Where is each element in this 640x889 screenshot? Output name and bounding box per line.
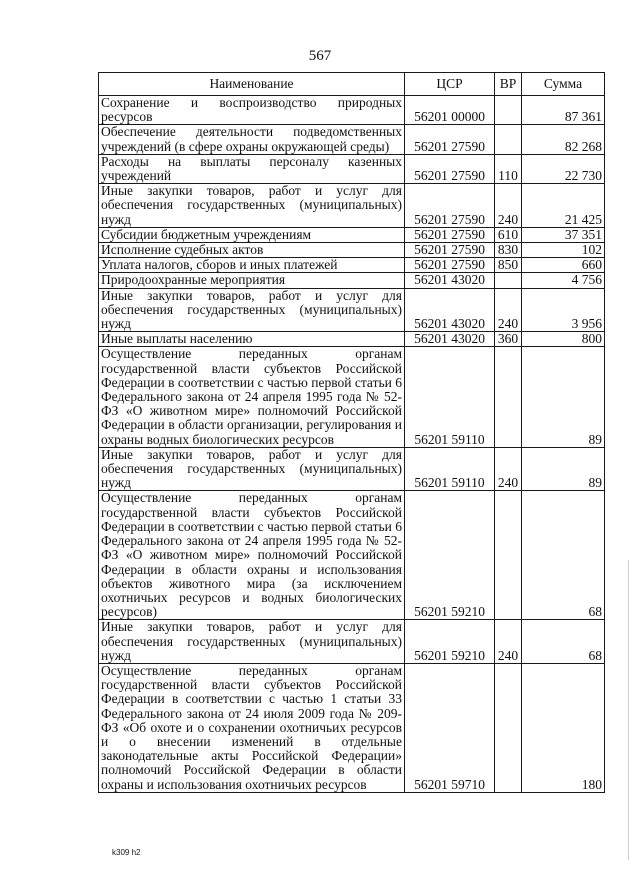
table-row xyxy=(99,447,605,491)
row-vr: 110 xyxy=(495,154,522,183)
header-name: Наименование xyxy=(99,73,405,96)
page-number: 567 xyxy=(308,48,332,64)
row-name: Осуществление переданных органам государственной власти субъектов Российской Федерации в соответствии с частью первой статьи 6 Федерального закона от 24 апреля 1995 года № 52-ФЗ «О животном мире» полномочий Российской Федерации в области охраны и использования объектов животного мира (за исключением охотничьих ресурсов и водных биологических ресурсов) xyxy=(99,491,405,620)
row-vr xyxy=(495,96,522,125)
table-row xyxy=(99,273,605,288)
row-amount: 87 361 xyxy=(522,96,605,125)
table-row xyxy=(99,258,605,273)
row-csr: 56201 43020 xyxy=(405,288,495,332)
row-name: Осуществление переданных органам государственной власти субъектов Российской Федерации в соответствии с частью первой статьи 6 Федерального закона от 24 апреля 1995 года № 52-ФЗ «О животном мире» полномочий Российской Федерации в области организации, регулирования и охраны водных биологических ресурсов xyxy=(99,347,405,447)
header-csr: ЦСР xyxy=(405,73,495,96)
row-name: Сохранение и воспроизводство природных ресурсов xyxy=(99,96,405,125)
table-row xyxy=(99,347,605,447)
table-header-row xyxy=(99,73,605,96)
row-name: Уплата налогов, сборов и иных платежей xyxy=(99,258,405,273)
row-name: Обеспечение деятельности подведомственных учреждений (в сфере охраны окружающей среды) xyxy=(99,125,405,154)
row-csr: 56201 43020 xyxy=(405,273,495,288)
row-vr: 610 xyxy=(495,227,522,242)
table-row xyxy=(99,154,605,183)
row-csr: 56201 27590 xyxy=(405,243,495,258)
row-amount: 68 xyxy=(522,620,605,664)
row-csr: 56201 27590 xyxy=(405,184,495,228)
table-row xyxy=(99,96,605,125)
row-amount: 21 425 xyxy=(522,184,605,228)
row-csr: 56201 27590 xyxy=(405,154,495,183)
row-amount: 102 xyxy=(522,243,605,258)
row-vr: 240 xyxy=(495,288,522,332)
row-vr xyxy=(495,663,522,792)
table-row xyxy=(99,491,605,620)
row-vr: 240 xyxy=(495,620,522,664)
row-vr xyxy=(495,125,522,154)
table-row xyxy=(99,663,605,792)
table-row xyxy=(99,184,605,228)
row-name: Иные выплаты населению xyxy=(99,332,405,347)
row-name: Осуществление переданных органам государственной власти субъектов Российской Федерации в соответствии с частью 1 статьи 33 Федерального закона от 24 июля 2009 года № 209-ФЗ «Об охоте и о сохранении охотничьих ресурсов и о внесении изменений в отдельные законодательные акты Российской Федерации» полномочий Российской Федерации в области охраны и использования охотничьих ресурсов xyxy=(99,663,405,792)
row-amount: 68 xyxy=(522,491,605,620)
row-amount: 180 xyxy=(522,663,605,792)
row-amount: 660 xyxy=(522,258,605,273)
row-name: Расходы на выплаты персоналу казенных учреждений xyxy=(99,154,405,183)
row-amount: 3 956 xyxy=(522,288,605,332)
row-amount: 89 xyxy=(522,447,605,491)
row-csr: 56201 27590 xyxy=(405,258,495,273)
header-amount: Сумма xyxy=(522,73,605,96)
row-name: Субсидии бюджетным учреждениям xyxy=(99,227,405,242)
row-amount: 82 268 xyxy=(522,125,605,154)
row-vr xyxy=(495,491,522,620)
row-vr: 850 xyxy=(495,258,522,273)
row-csr: 56201 00000 xyxy=(405,96,495,125)
row-csr: 56201 59710 xyxy=(405,663,495,792)
row-csr: 56201 27590 xyxy=(405,227,495,242)
row-csr: 56201 59210 xyxy=(405,491,495,620)
row-csr: 56201 27590 xyxy=(405,125,495,154)
budget-table xyxy=(98,72,605,793)
row-csr: 56201 59110 xyxy=(405,347,495,447)
footer-code: k309 h2 xyxy=(112,848,141,857)
row-vr: 240 xyxy=(495,447,522,491)
row-name: Иные закупки товаров, работ и услуг для обеспечения государственных (муниципальных) нужд xyxy=(99,288,405,332)
row-vr xyxy=(495,347,522,447)
row-name: Иные закупки товаров, работ и услуг для обеспечения государственных (муниципальных) нужд xyxy=(99,620,405,664)
row-amount: 89 xyxy=(522,347,605,447)
row-name: Исполнение судебных актов xyxy=(99,243,405,258)
row-csr: 56201 43020 xyxy=(405,332,495,347)
table-row xyxy=(99,243,605,258)
row-name: Природоохранные мероприятия xyxy=(99,273,405,288)
header-vr: ВР xyxy=(495,73,522,96)
row-csr: 56201 59110 xyxy=(405,447,495,491)
row-amount: 800 xyxy=(522,332,605,347)
row-amount: 37 351 xyxy=(522,227,605,242)
row-vr xyxy=(495,273,522,288)
row-amount: 4 756 xyxy=(522,273,605,288)
scan-edge-line xyxy=(628,560,629,860)
row-vr: 360 xyxy=(495,332,522,347)
row-name: Иные закупки товаров, работ и услуг для обеспечения государственных (муниципальных) нужд xyxy=(99,184,405,228)
row-vr: 240 xyxy=(495,184,522,228)
row-csr: 56201 59210 xyxy=(405,620,495,664)
table-row xyxy=(99,620,605,664)
table-row xyxy=(99,332,605,347)
row-amount: 22 730 xyxy=(522,154,605,183)
table-row xyxy=(99,288,605,332)
table-row xyxy=(99,227,605,242)
table-row xyxy=(99,125,605,154)
row-vr: 830 xyxy=(495,243,522,258)
row-name: Иные закупки товаров, работ и услуг для обеспечения государственных (муниципальных) нужд xyxy=(99,447,405,491)
